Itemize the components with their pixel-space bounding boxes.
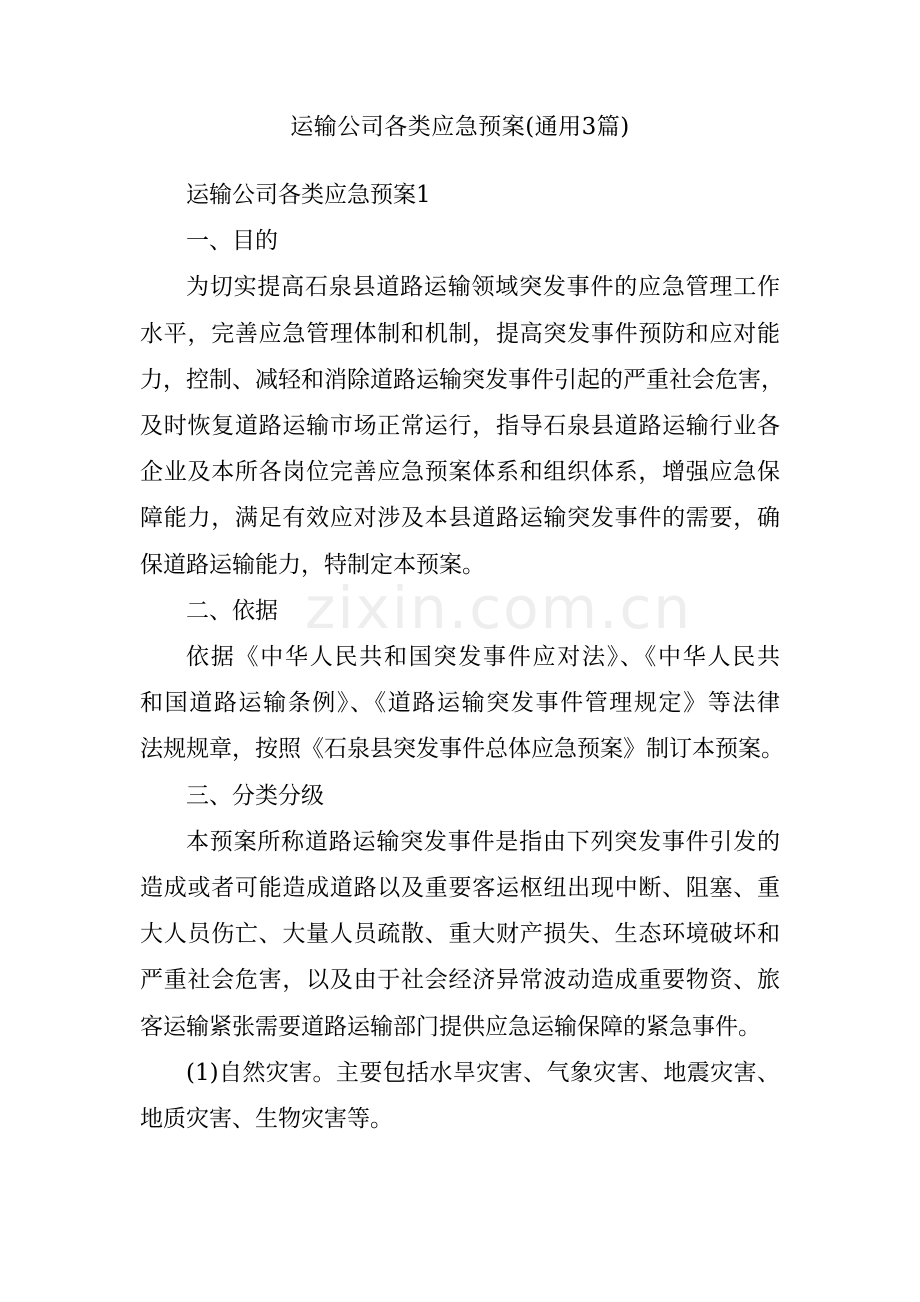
paragraph-line: 本预案所称道路运输突发事件是指由下列突发事件引发的 — [186, 828, 780, 855]
paragraph-purpose — [140, 264, 784, 587]
paragraph-line: (1)自然灾害。主要包括水旱灾害、气象灾害、地震灾害、 — [186, 1059, 780, 1086]
heading-purpose: 一、目的 — [186, 228, 278, 255]
paragraph-line: 力，控制、减轻和消除道路运输突发事件引起的严重社会危害， — [140, 366, 784, 393]
paragraph-basis — [140, 634, 784, 773]
document-body — [140, 172, 784, 1142]
paragraph-classification — [140, 819, 780, 1050]
paragraph-line: 造成或者可能造成道路以及重要客运枢纽出现中断、阻塞、重 — [140, 875, 780, 902]
paragraph-line: 和国道路运输条例》、《道路运输突发事件管理规定》等法律 — [140, 690, 780, 717]
document-title: 运输公司各类应急预案(通用3篇) — [290, 114, 630, 140]
watermark: zixin.com.cn — [305, 574, 693, 642]
paragraph-line: 水平，完善应急管理体制和机制，提高突发事件预防和应对能 — [140, 320, 780, 347]
paragraph-line: 障能力，满足有效应对涉及本县道路运输突发事件的需要，确 — [140, 505, 780, 532]
paragraph-line: 企业及本所各岗位完善应急预案体系和组织体系，增强应急保 — [140, 459, 780, 486]
paragraph-line: 保道路运输能力，特制定本预案。 — [140, 551, 485, 578]
paragraph-line: 地质灾害、生物灾害等。 — [140, 1106, 393, 1133]
paragraph-natural-disasters — [140, 1050, 780, 1142]
section-title: 运输公司各类应急预案1 — [186, 182, 431, 208]
paragraph-line: 大人员伤亡、大量人员疏散、重大财产损失、生态环境破坏和 — [140, 921, 780, 948]
heading-classification: 三、分类分级 — [186, 782, 324, 809]
paragraph-line: 依据《中华人民共和国突发事件应对法》、《中华人民共 — [186, 644, 780, 671]
paragraph-line: 及时恢复道路运输市场正常运行，指导石泉县道路运输行业各 — [140, 413, 780, 440]
paragraph-line: 为切实提高石泉县道路运输领域突发事件的应急管理工作 — [186, 274, 780, 301]
paragraph-line: 法规规章，按照《石泉县突发事件总体应急预案》制订本预案。 — [140, 736, 784, 763]
paragraph-line: 严重社会危害，以及由于社会经济异常波动造成重要物资、旅 — [140, 967, 780, 994]
heading-basis: 二、依据 — [186, 597, 278, 624]
paragraph-line: 客运输紧张需要道路运输部门提供应急运输保障的紧急事件。 — [140, 1013, 761, 1040]
